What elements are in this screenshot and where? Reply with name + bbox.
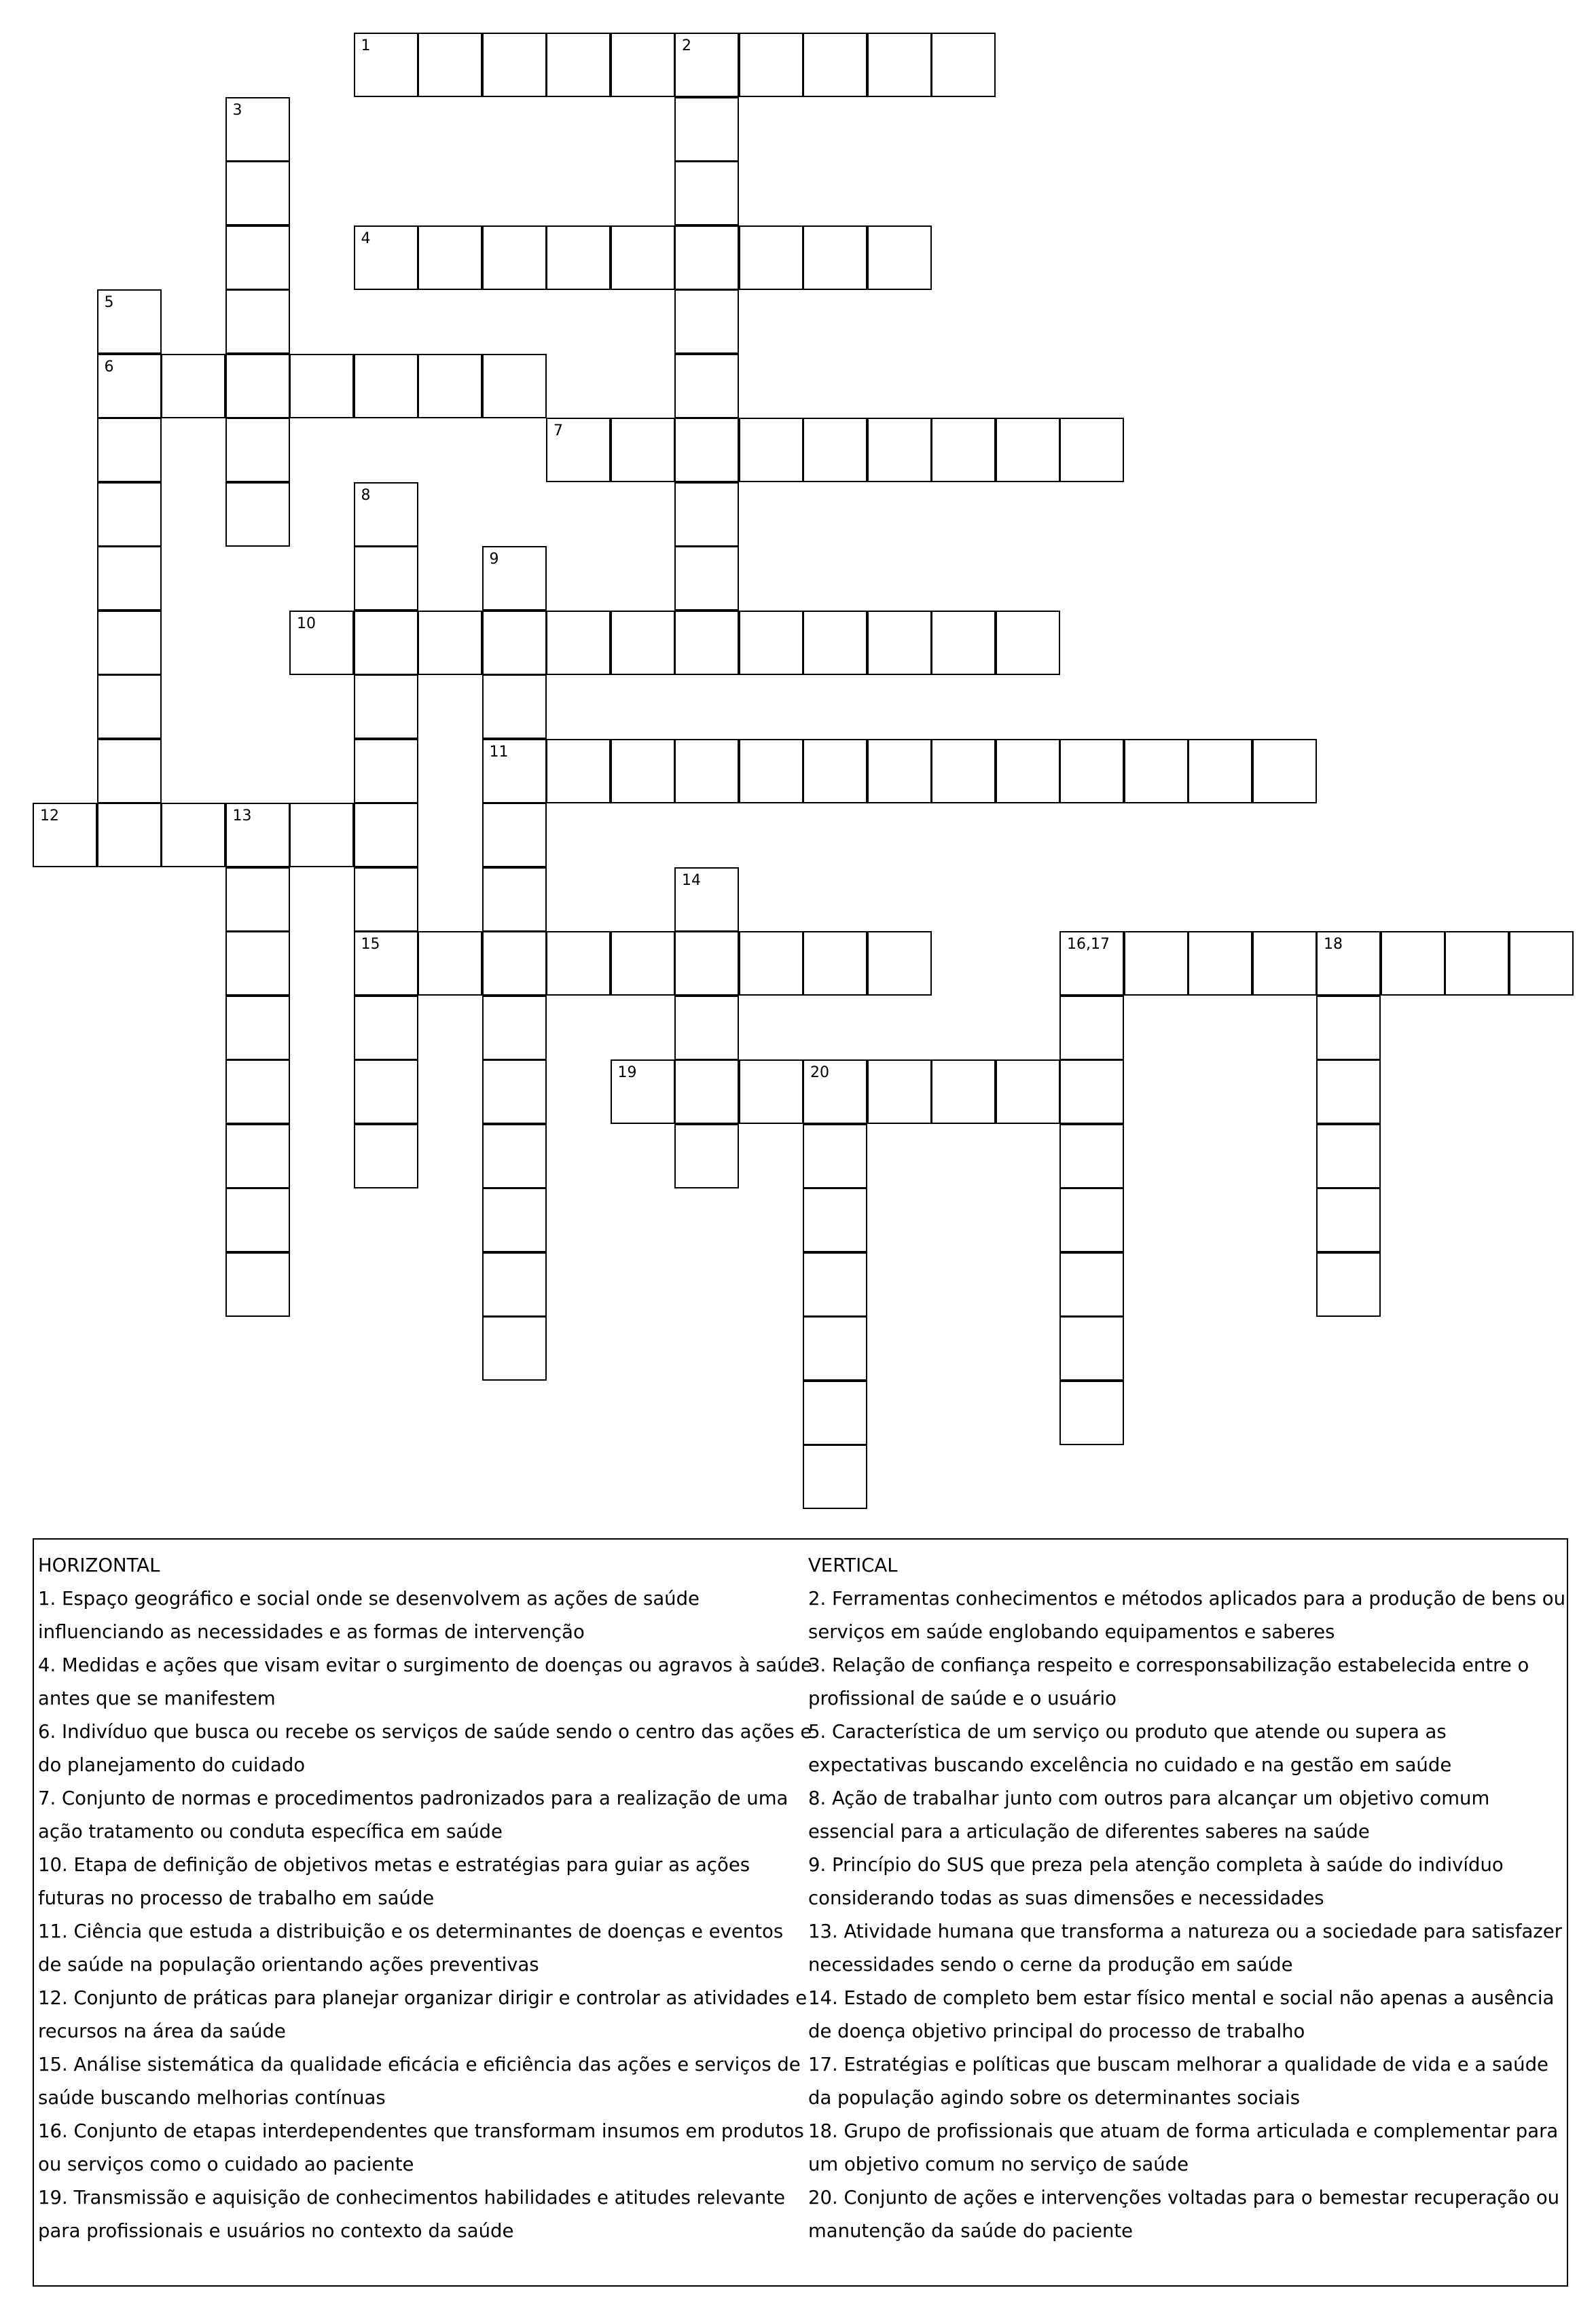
grid-cell[interactable] <box>289 803 354 867</box>
cell-number: 15 <box>361 936 380 953</box>
grid-cell[interactable] <box>1316 1059 1381 1124</box>
grid-cell[interactable] <box>1316 1124 1381 1188</box>
grid-cell[interactable] <box>161 354 225 418</box>
grid-cell[interactable] <box>354 739 418 803</box>
clue-h-12: 12. Conjunto de práticas para planejar organizar dirigir e controlar as atividades e recursos na área da saúde <box>38 1987 808 2042</box>
grid-cell[interactable] <box>354 354 418 418</box>
grid-cell[interactable] <box>1316 931 1381 996</box>
grid-cell[interactable] <box>1252 739 1317 803</box>
grid-cell[interactable] <box>803 225 867 290</box>
clue-v-2: 2. Ferramentas conhecimentos e métodos aplicados para a produção de bens ou serviços em saúde englobando equipamentos e saberes <box>808 1588 1566 1643</box>
grid-cell[interactable] <box>482 354 547 418</box>
clue-v-9: 9. Princípio do SUS que preza pela atenção completa à saúde do indivíduo considerando todas as suas dimensões e necessidades <box>808 1854 1504 1909</box>
grid-cell[interactable] <box>97 739 162 803</box>
grid-cell[interactable] <box>674 161 739 225</box>
grid-cell[interactable] <box>482 546 547 611</box>
grid-cell[interactable] <box>482 1188 547 1252</box>
grid-cell[interactable] <box>1381 931 1445 996</box>
grid-cell[interactable] <box>739 739 803 803</box>
grid-cell[interactable] <box>1059 1124 1124 1188</box>
grid-cell[interactable] <box>1059 1188 1124 1252</box>
grid-cell[interactable] <box>611 611 675 675</box>
cell-number: 12 <box>40 807 59 824</box>
grid-cell[interactable] <box>1316 1188 1381 1252</box>
grid-cell[interactable] <box>97 611 162 675</box>
grid-cell[interactable] <box>354 546 418 611</box>
grid-cell[interactable] <box>482 1252 547 1317</box>
grid-cell[interactable] <box>482 739 547 803</box>
cell-number: 18 <box>1324 936 1343 953</box>
grid-cell[interactable] <box>225 1188 290 1252</box>
grid-cell[interactable] <box>354 867 418 932</box>
grid-cell[interactable] <box>674 418 739 482</box>
grid-cell[interactable] <box>803 1381 867 1445</box>
grid-cell[interactable] <box>674 1059 739 1124</box>
grid-cell[interactable] <box>674 33 739 97</box>
grid-cell[interactable] <box>225 1059 290 1124</box>
cell-number: 7 <box>554 422 563 439</box>
grid-cell[interactable] <box>739 931 803 996</box>
grid-cell[interactable] <box>674 546 739 611</box>
grid-cell[interactable] <box>354 803 418 867</box>
grid-cell[interactable] <box>97 289 162 354</box>
clue-h-4: 4. Medidas e ações que visam evitar o surgimento de doenças ou agravos à saúde antes que se manifestem <box>38 1654 812 1709</box>
cell-number: 2 <box>682 37 691 54</box>
grid-cell[interactable] <box>1059 1316 1124 1381</box>
grid-cell[interactable] <box>354 674 418 739</box>
grid-cell[interactable] <box>546 225 611 290</box>
grid-cell[interactable] <box>803 418 867 482</box>
cell-number: 6 <box>104 358 114 376</box>
clue-h-7: 7. Conjunto de normas e procedimentos padronizados para a realização de uma ação tratamento ou conduta específica em saúde <box>38 1787 788 1842</box>
cell-number: 1 <box>361 37 371 54</box>
grid-cell[interactable] <box>225 161 290 225</box>
grid-cell[interactable] <box>225 867 290 932</box>
grid-cell[interactable] <box>418 33 482 97</box>
grid-cell[interactable] <box>97 803 162 867</box>
clue-v-18: 18. Grupo de profissionais que atuam de forma articulada e complementar para um objetivo comum no serviço de saúde <box>808 2120 1559 2175</box>
grid-cell[interactable] <box>482 996 547 1060</box>
grid-cell[interactable] <box>97 482 162 547</box>
grid-cell[interactable] <box>996 1059 1060 1124</box>
clue-h-15: 15. Análise sistemática da qualidade eficácia e eficiência das ações e serviços de saúde buscando melhorias contínuas <box>38 2054 801 2109</box>
clue-v-3: 3. Relação de confiança respeito e corresponsabilização estabelecida entre o profissional de saúde e o usuário <box>808 1654 1529 1709</box>
grid-cell[interactable] <box>482 1316 547 1381</box>
clue-h-6: 6. Indivíduo que busca ou recebe os serviços de saúde sendo o centro das ações e do planejamento do cuidado <box>38 1721 812 1776</box>
grid-cell[interactable] <box>867 225 932 290</box>
cell-number: 9 <box>489 551 499 568</box>
grid-cell[interactable] <box>225 931 290 996</box>
grid-cell[interactable] <box>1509 931 1574 996</box>
grid-cell[interactable] <box>674 1124 739 1188</box>
grid-cell[interactable] <box>674 996 739 1060</box>
grid-cell[interactable] <box>1188 739 1252 803</box>
grid-cell[interactable] <box>803 1316 867 1381</box>
clue-h-19: 19. Transmissão e aquisição de conhecimentos habilidades e atitudes relevante para profissionais e usuários no contexto da saúde <box>38 2187 786 2242</box>
grid-cell[interactable] <box>867 418 932 482</box>
grid-cell[interactable] <box>354 33 418 97</box>
grid-cell[interactable] <box>867 1059 932 1124</box>
grid-cell[interactable] <box>418 225 482 290</box>
grid-cell[interactable] <box>354 1124 418 1188</box>
grid-cell[interactable] <box>1445 931 1509 996</box>
grid-cell[interactable] <box>97 354 162 418</box>
grid-cell[interactable] <box>1316 1252 1381 1317</box>
grid-cell[interactable] <box>1059 1381 1124 1445</box>
grid-cell[interactable] <box>418 354 482 418</box>
grid-cell[interactable] <box>225 482 290 547</box>
grid-cell[interactable] <box>482 611 547 675</box>
grid-cell[interactable] <box>803 931 867 996</box>
grid-cell[interactable] <box>996 611 1060 675</box>
vertical-clues <box>808 1549 1565 2248</box>
cell-number: 20 <box>810 1064 829 1081</box>
grid-cell[interactable] <box>225 289 290 354</box>
grid-cell[interactable] <box>1316 996 1381 1060</box>
clue-h-1: 1. Espaço geográfico e social onde se desenvolvem as ações de saúde influenciando as necessidades e as formas de intervenção <box>38 1588 700 1643</box>
grid-cell[interactable] <box>546 739 611 803</box>
grid-cell[interactable] <box>161 803 225 867</box>
grid-cell[interactable] <box>803 1252 867 1317</box>
grid-cell[interactable] <box>482 225 547 290</box>
grid-cell[interactable] <box>931 611 996 675</box>
grid-cell[interactable] <box>674 739 739 803</box>
grid-cell[interactable] <box>225 1124 290 1188</box>
clue-v-8: 8. Ação de trabalhar junto com outros para alcançar um objetivo comum essencial para a articulação de diferentes saberes na saúde <box>808 1787 1490 1842</box>
cell-number: 5 <box>104 294 114 311</box>
grid-cell[interactable] <box>996 739 1060 803</box>
grid-cell[interactable] <box>674 931 739 996</box>
cell-number: 19 <box>617 1064 637 1081</box>
grid-cell[interactable] <box>482 803 547 867</box>
clue-h-10: 10. Etapa de definição de objetivos metas e estratégias para guiar as ações futuras no processo de trabalho em saúde <box>38 1854 750 1909</box>
grid-cell[interactable] <box>482 33 547 97</box>
clue-h-16: 16. Conjunto de etapas interdependentes que transformam insumos em produtos ou serviços como o cuidado ao paciente <box>38 2120 804 2175</box>
grid-cell[interactable] <box>1124 739 1189 803</box>
grid-cell[interactable] <box>1059 739 1124 803</box>
grid-cell[interactable] <box>803 739 867 803</box>
grid-cell[interactable] <box>482 867 547 932</box>
grid-cell[interactable] <box>674 482 739 547</box>
grid-cell[interactable] <box>611 418 675 482</box>
grid-cell[interactable] <box>1059 931 1124 996</box>
grid-cell[interactable] <box>97 674 162 739</box>
grid-cell[interactable] <box>1124 931 1189 996</box>
grid-cell[interactable] <box>225 996 290 1060</box>
grid-cell[interactable] <box>418 931 482 996</box>
horizontal-clues <box>38 1549 812 2248</box>
grid-cell[interactable] <box>931 739 996 803</box>
grid-cell[interactable] <box>611 931 675 996</box>
grid-cell[interactable] <box>225 1252 290 1317</box>
grid-cell[interactable] <box>611 739 675 803</box>
grid-cell[interactable] <box>354 225 418 290</box>
grid-cell[interactable] <box>674 225 739 290</box>
grid-cell[interactable] <box>674 611 739 675</box>
grid-cell[interactable] <box>1059 996 1124 1060</box>
clue-v-17: 17. Estratégias e políticas que buscam melhorar a qualidade de vida e a saúde da população agindo sobre os determinantes sociais <box>808 2054 1548 2109</box>
grid-cell[interactable] <box>225 803 290 867</box>
grid-cell[interactable] <box>225 97 290 162</box>
grid-cell[interactable] <box>418 611 482 675</box>
grid-cell[interactable] <box>996 418 1060 482</box>
grid-cell[interactable] <box>546 418 611 482</box>
grid-cell[interactable] <box>289 611 354 675</box>
grid-cell[interactable] <box>482 1059 547 1124</box>
grid-cell[interactable] <box>97 418 162 482</box>
grid-cell[interactable] <box>803 33 867 97</box>
grid-cell[interactable] <box>739 1059 803 1124</box>
horizontal-title: HORIZONTAL <box>38 1555 160 1576</box>
grid-cell[interactable] <box>739 418 803 482</box>
grid-cell[interactable] <box>225 225 290 290</box>
cell-number: 16,17 <box>1067 936 1110 953</box>
grid-cell[interactable] <box>482 931 547 996</box>
grid-cell[interactable] <box>739 225 803 290</box>
grid-cell[interactable] <box>1252 931 1317 996</box>
grid-cell[interactable] <box>803 1059 867 1124</box>
grid-cell[interactable] <box>289 354 354 418</box>
clue-v-13: 13. Atividade humana que transforma a natureza ou a sociedade para satisfazer necessidades sendo o cerne da produção em saúde <box>808 1921 1562 1976</box>
grid-cell[interactable] <box>867 739 932 803</box>
grid-cell[interactable] <box>33 803 97 867</box>
grid-cell[interactable] <box>546 931 611 996</box>
grid-cell[interactable] <box>1059 418 1124 482</box>
cell-number: 11 <box>489 743 509 761</box>
vertical-title: VERTICAL <box>808 1555 898 1576</box>
clue-v-5: 5. Característica de um serviço ou produto que atende ou supera as expectativas buscando excelência no cuidado e na gestão em saúde <box>808 1721 1452 1776</box>
grid-cell[interactable] <box>803 611 867 675</box>
grid-cell[interactable] <box>931 33 996 97</box>
grid-cell[interactable] <box>803 1445 867 1509</box>
grid-cell[interactable] <box>97 546 162 611</box>
grid-cell[interactable] <box>354 996 418 1060</box>
grid-cell[interactable] <box>1059 1059 1124 1124</box>
grid-cell[interactable] <box>931 1059 996 1124</box>
clue-v-14: 14. Estado de completo bem estar físico mental e social não apenas a ausência de doença objetivo principal do processo de trabalho <box>808 1987 1555 2042</box>
cell-number: 4 <box>361 230 371 247</box>
grid-cell[interactable] <box>354 611 418 675</box>
cell-number: 13 <box>232 807 252 824</box>
grid-cell[interactable] <box>354 1059 418 1124</box>
grid-cell[interactable] <box>739 33 803 97</box>
grid-cell[interactable] <box>1059 1252 1124 1317</box>
grid-cell[interactable] <box>931 418 996 482</box>
grid-cell[interactable] <box>225 418 290 482</box>
grid-cell[interactable] <box>482 1124 547 1188</box>
grid-cell[interactable] <box>611 33 675 97</box>
grid-cell[interactable] <box>867 931 932 996</box>
grid-cell[interactable] <box>867 33 932 97</box>
grid-cell[interactable] <box>225 354 290 418</box>
grid-cell[interactable] <box>1188 931 1252 996</box>
grid-cell[interactable] <box>739 611 803 675</box>
grid-cell[interactable] <box>674 289 739 354</box>
grid-cell[interactable] <box>354 482 418 547</box>
grid-cell[interactable] <box>867 611 932 675</box>
cell-number: 3 <box>232 101 242 119</box>
grid-cell[interactable] <box>611 225 675 290</box>
grid-cell[interactable] <box>803 1124 867 1188</box>
grid-cell[interactable] <box>546 33 611 97</box>
grid-cell[interactable] <box>674 354 739 418</box>
clue-h-11: 11. Ciência que estuda a distribuição e os determinantes de doenças e eventos de saúde na população orientando ações preventivas <box>38 1921 784 1976</box>
grid-cell[interactable] <box>674 97 739 162</box>
grid-cell[interactable] <box>354 931 418 996</box>
grid-cell[interactable] <box>611 1059 675 1124</box>
grid-cell[interactable] <box>674 867 739 932</box>
grid-cell[interactable] <box>482 674 547 739</box>
cell-number: 14 <box>682 871 701 889</box>
clues-box <box>33 1538 1568 2287</box>
cell-number: 10 <box>297 615 316 632</box>
clue-v-20: 20. Conjunto de ações e intervenções voltadas para o bemestar recuperação ou manutenção da saúde do paciente <box>808 2187 1560 2242</box>
cell-number: 8 <box>361 486 371 504</box>
grid-cell[interactable] <box>546 611 611 675</box>
grid-cell[interactable] <box>803 1188 867 1252</box>
